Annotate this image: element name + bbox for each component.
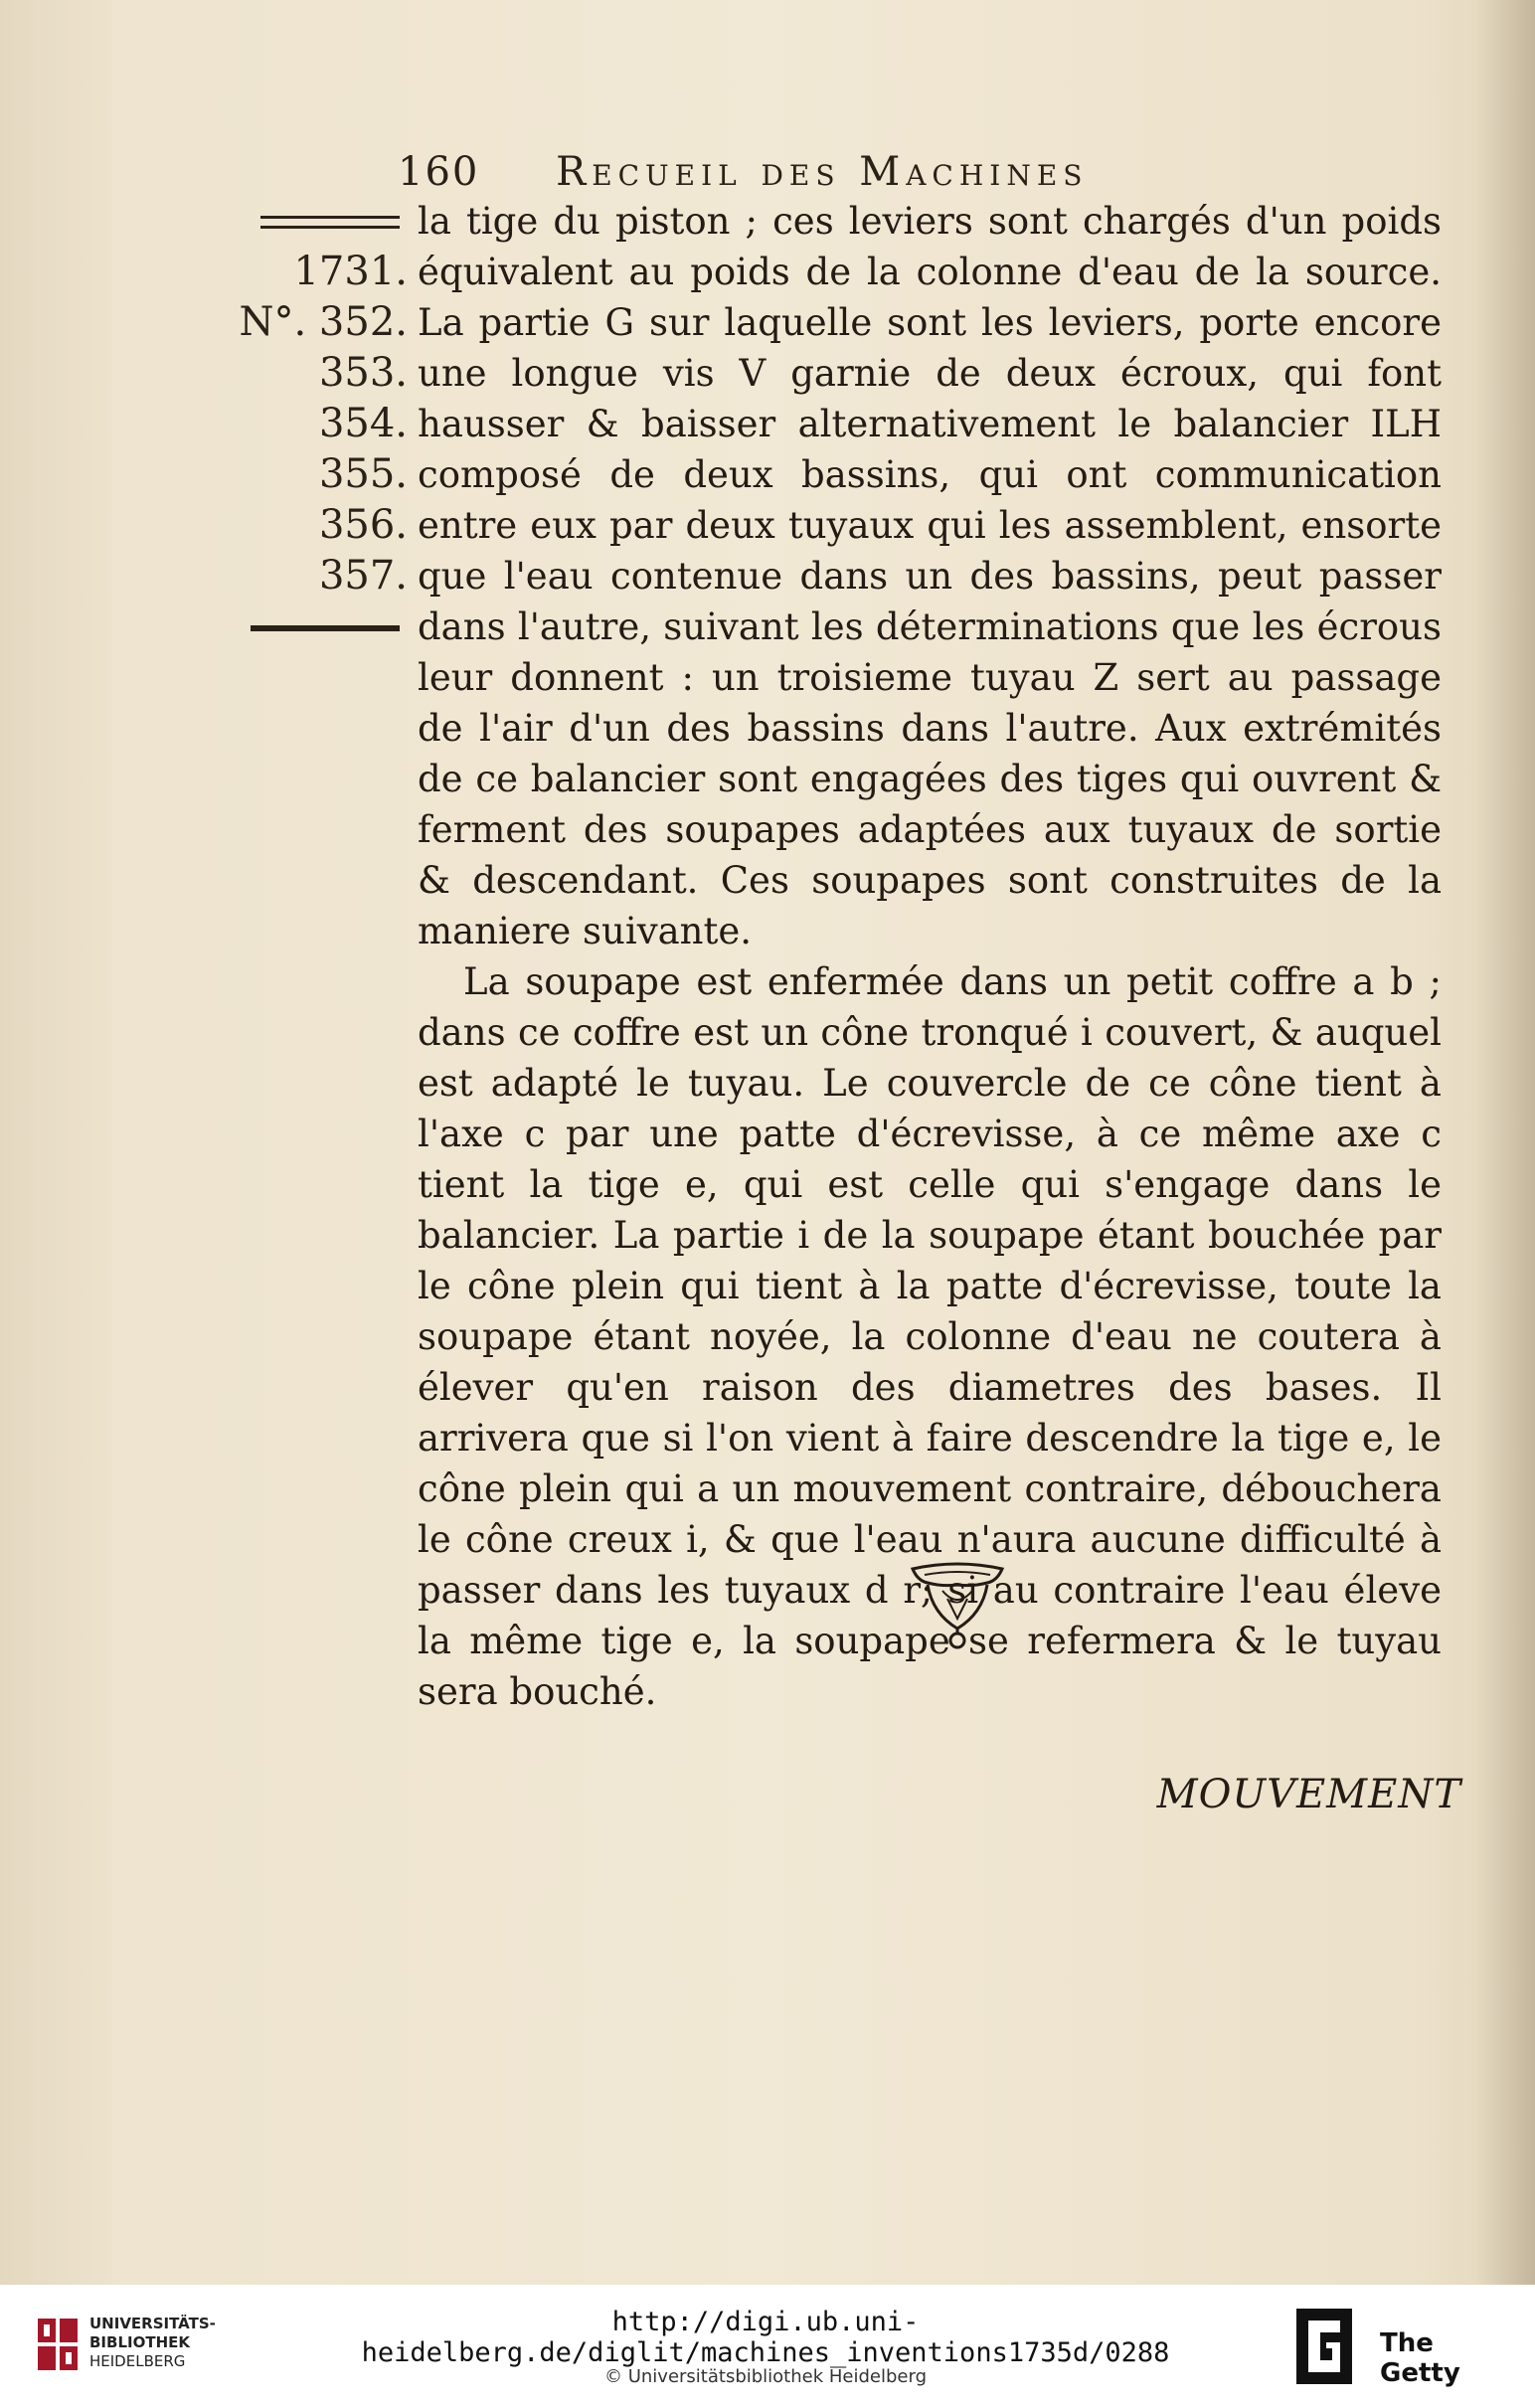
getty-logo-icon — [1292, 2305, 1356, 2388]
margin-number: 353. — [318, 350, 408, 396]
library-name — [89, 2315, 268, 2371]
viewer-footer — [0, 2285, 1535, 2408]
library-name-line: HEIDELBERG — [89, 2352, 186, 2370]
page-number: 160 — [398, 149, 480, 195]
running-title: Recueil des Machines — [556, 149, 1089, 195]
catchword: MOUVEMENT — [1156, 1772, 1461, 1817]
copyright-notice: © Universitätsbibliothek Heidelberg — [603, 2366, 927, 2387]
body-text — [418, 196, 1442, 1717]
margin-number: 355. — [318, 451, 408, 497]
getty-name: The Getty — [1380, 2328, 1460, 2388]
library-name-line: BIBLIOTHEK — [89, 2333, 190, 2351]
library-name-line: UNIVERSITÄTS- — [89, 2315, 216, 2332]
university-library-logo-icon — [36, 2315, 80, 2374]
margin-notes — [239, 196, 408, 652]
permalink-url[interactable]: http://digi.ub.uni-heidelberg.de/diglit/machines_inventions1735d/0288 — [361, 2307, 1170, 2368]
margin-number: 357. — [318, 553, 408, 599]
margin-number: N°. 352. — [239, 299, 408, 345]
margin-number: 356. — [318, 502, 408, 548]
margin-number: 354. — [318, 401, 408, 446]
paragraph: la tige du piston ; ces leviers sont chargés d'un poids équivalent au poids de la colonne d'eau de la source. La partie G sur laquelle sont les leviers, porte encore une longue vis V garnie de deux écroux, qui font hausser & baisser alternativement le balancier ILH composé de deux bassins, qui ont communication entre eux par deux tuyaux qui les assemblent, ensorte que l'eau contenue dans un des bassins, peut passer dans l'autre, suivant les déterminations que les écrous leur donnent : un troisieme tuyau Z sert au passage de l'air d'un des bassins dans l'autre. Aux extrémités de ce balancier sont engagées des tiges qui ouvrent & ferment des soupapes adaptées aux tuyaux de sortie & descendant. Ces soupapes sont construites de la maniere suivante. — [418, 200, 1442, 952]
running-head — [398, 149, 1292, 195]
double-rule-divider — [239, 196, 408, 247]
fleuron-ornament-icon — [903, 1559, 1012, 1658]
single-rule-divider — [239, 602, 408, 652]
paragraph: La soupape est enfermée dans un petit coffre a b ; dans ce coffre est un cône tronqué i couvert, & auquel est adapté le tuyau. Le couvercle de ce cône tient à l'axe c par une patte d'écrevisse, à ce même axe c tient la tige e, qui est celle qui s'engage dans le balancier. La partie i de la soupape étant bouchée par le cône plein qui tient à la patte d'écrevisse, toute la soupape étant noyée, la colonne d'eau ne coutera à élever qu'en raison des diametres des bases. Il arrivera que si l'on vient à faire descendre la tige e, le cône plein qui a un mouvement contraire, débouchera le cône creux i, & que l'eau n'aura aucune difficulté à passer dans les tuyaux d r; si au contraire l'eau éleve la même tige e, la soupape se refermera & le tuyau sera bouché. — [418, 960, 1442, 1713]
margin-year: 1731. — [293, 249, 408, 294]
